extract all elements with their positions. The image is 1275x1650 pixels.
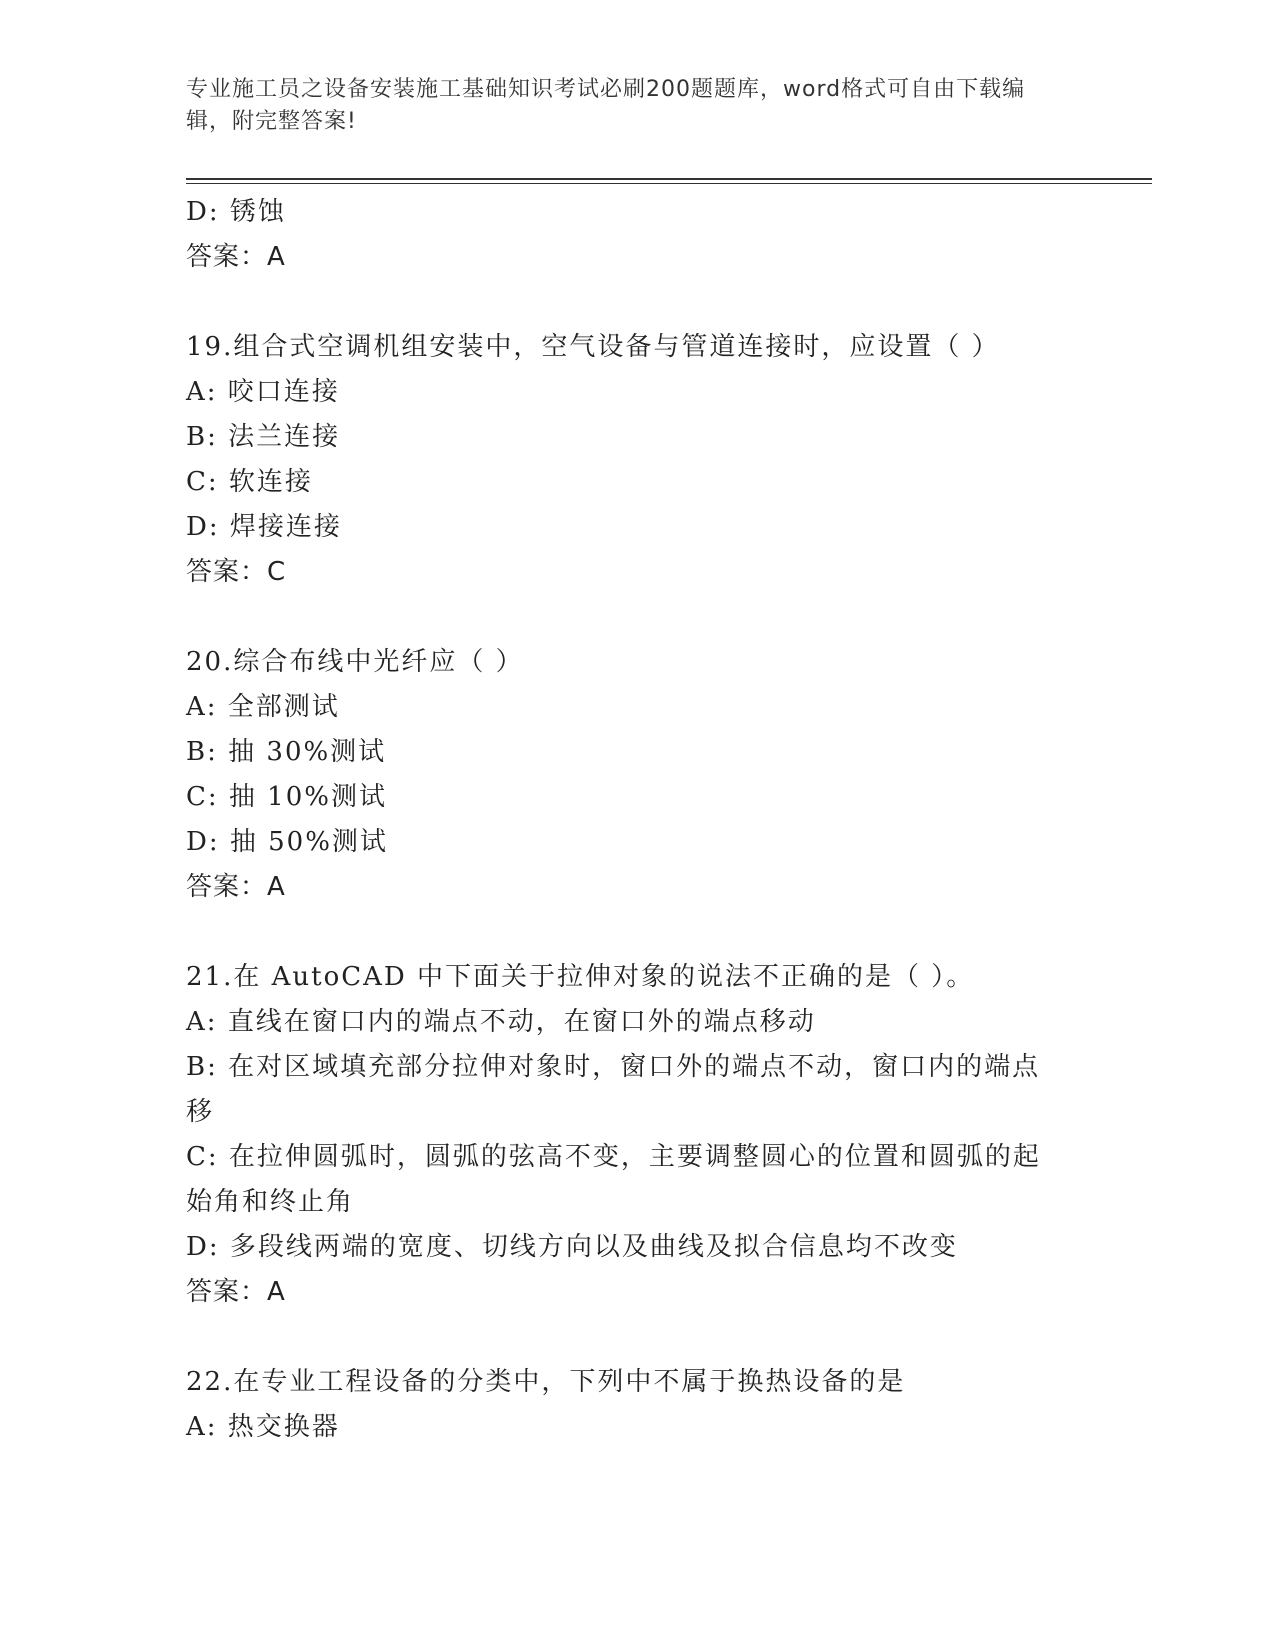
- option-b: B: 抽 30%测试: [186, 737, 387, 767]
- question-stem: 22.在专业工程设备的分类中，下列中不属于换热设备的是: [186, 1367, 906, 1397]
- answer-line: 答案：C: [186, 557, 287, 587]
- option-a: A: 咬口连接: [186, 377, 340, 407]
- answer-line: 答案：A: [186, 872, 286, 902]
- answer-line: 答案：A: [186, 242, 286, 272]
- option-d: D: 抽 50%测试: [186, 827, 388, 857]
- option-d: D: 焊接连接: [186, 512, 342, 542]
- header-rule-bottom: [186, 183, 1152, 184]
- question-stem: 20.综合布线中光纤应（ ）: [186, 647, 524, 677]
- option-c: C: 抽 10%测试: [186, 782, 387, 812]
- option-d: D: 锈蚀: [186, 197, 286, 227]
- question-21: [186, 955, 1066, 1315]
- option-a: A: 直线在窗口内的端点不动，在窗口外的端点移动: [186, 1007, 816, 1037]
- question-20: [186, 640, 1066, 910]
- option-a: A: 全部测试: [186, 692, 340, 722]
- document-page: [186, 0, 1146, 1650]
- option-d: D: 多段线两端的宽度、切线方向以及曲线及拟合信息均不改变: [186, 1232, 958, 1262]
- question-22: [186, 1360, 1066, 1450]
- question-stem: 19.组合式空调机组安装中，空气设备与管道连接时，应设置（ ）: [186, 332, 1000, 362]
- page-header: 专业施工员之设备安装施工基础知识考试必刷200题题库，word格式可自由下载编辑，附完整答案!: [186, 77, 1026, 134]
- option-b: B: 法兰连接: [186, 422, 341, 452]
- question-stem: 21.在 AutoCAD 中下面关于拉伸对象的说法不正确的是（ ）。: [186, 962, 975, 992]
- question-list: [186, 190, 1066, 1450]
- option-b: B: 在对区域填充部分拉伸对象时，窗口外的端点不动，窗口内的端点移: [186, 1052, 1041, 1127]
- option-c: C: 在拉伸圆弧时，圆弧的弦高不变，主要调整圆心的位置和圆弧的起始角和终止角: [186, 1142, 1041, 1217]
- header-rule-top: [186, 178, 1152, 180]
- option-c: C: 软连接: [186, 467, 313, 497]
- question-19: [186, 325, 1066, 595]
- option-a: A: 热交换器: [186, 1412, 340, 1442]
- answer-line: 答案：A: [186, 1277, 286, 1307]
